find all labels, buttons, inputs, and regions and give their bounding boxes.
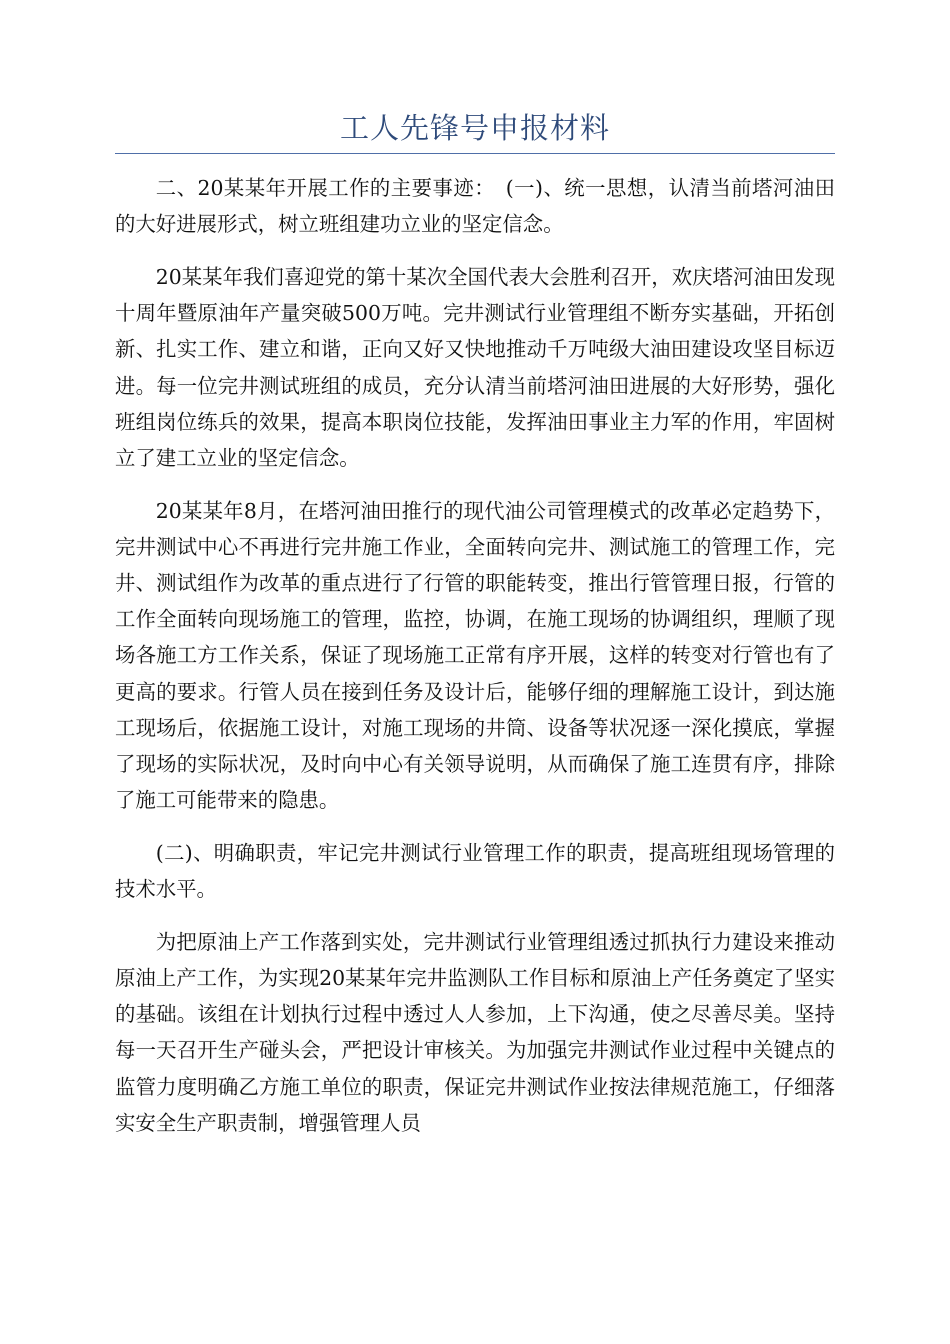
paragraph-reform-august: 20某某年8月，在塔河油田推行的现代油公司管理模式的改革必定趋势下，完井测试中心不再进行完井施工作业，全面转向完井、测试施工的管理工作，完井、测试组作为改革的重点进行了行管的职能转变，推出行管管理日报，行管的工作全面转向现场施工的管理，监控，协调，在施工现场的协调组织，理顺了现场各施工方工作关系，保证了现场施工正常有序开展，这样的转变对行管也有了更高的要求。行管人员在接到任务及设计后，能够仔细的理解施工设计，到达施工现场后，依据施工设计，对施工现场的井筒、设备等状况逐一深化摸底，掌握了现场的实际状况，及时向中心有关领导说明，从而确保了施工连贯有序，排除了施工可能带来的隐患。 [115,498,835,813]
document-body [115,170,835,1158]
paragraph-crude-oil-production: 为把原油上产工作落到实处，完井测试行业管理组透过抓执行力建设来推动原油上产工作，为实现20某某年完井监测队工作目标和原油上产任务奠定了坚实的基础。该组在计划执行过程中透过人人参加，上下沟通，使之尽善尽美。坚持每一天召开生产碰头会，严把设计审核关。为加强完井测试作业过程中关键点的监管力度明确乙方施工单位的职责，保证完井测试作业按法律规范施工，仔细落实安全生产职责制，增强管理人员 [115,929,835,1135]
title-underline [115,153,835,154]
paragraph-section-two-intro: 二、20某某年开展工作的主要事迹： (一)、统一思想，认清当前塔河油田的大好进展形式，树立班组建功立业的坚定信念。 [115,176,835,237]
paragraph-section-two-heading: (二)、明确职责，牢记完井测试行业管理工作的职责，提高班组现场管理的技术水平。 [115,840,835,902]
paragraph-congress-anniversary: 20某某年我们喜迎党的第十某次全国代表大会胜利召开，欢庆塔河油田发现十周年暨原油年产量突破500万吨。完井测试行业管理组不断夯实基础，开拓创新、扎实工作、建立和谐，正向又好又快地推动千万吨级大油田建设攻坚目标迈进。每一位完井测试班组的成员，充分认清当前塔河油田进展的大好形势，强化班组岗位练兵的效果，提高本职岗位技能，发挥油田事业主力军的作用，牢固树立了建工立业的坚定信念。 [115,264,835,470]
document-title: 工人先锋号申报材料 [339,111,610,145]
